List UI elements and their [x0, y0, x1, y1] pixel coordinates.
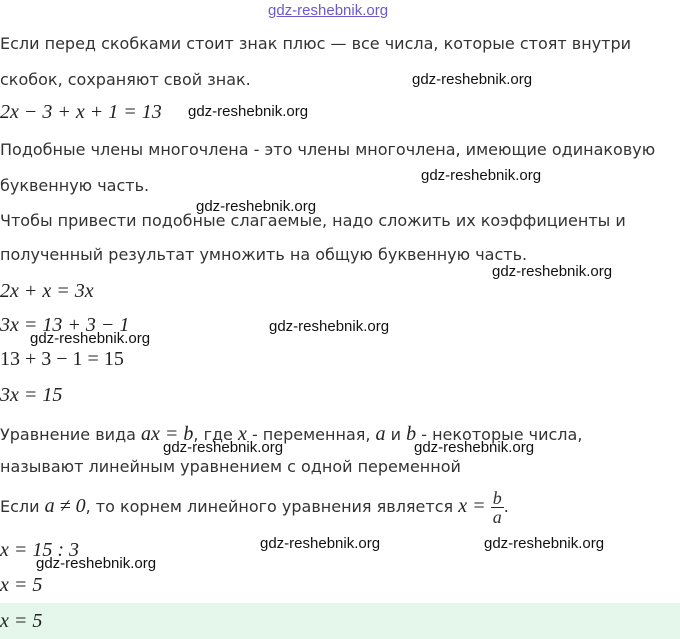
watermark: gdz-reshebnik.org	[196, 198, 317, 215]
math-x-eq: x =	[458, 495, 486, 517]
answer-highlight	[0, 603, 680, 639]
math-a-neq-0: a ≠ 0	[44, 495, 86, 517]
watermark: gdz-reshebnik.org	[412, 71, 533, 88]
watermark: gdz-reshebnik.org	[421, 167, 542, 184]
paragraph-3-line-1: Чтобы привести подобные слагаемые, надо сложить их коэффициенты и	[0, 211, 626, 230]
fraction-denominator: a	[492, 507, 502, 527]
math-x: x	[237, 423, 247, 445]
paragraph-5-text: Если	[0, 497, 45, 516]
equation-6: x = 15 : 3	[0, 539, 80, 561]
equation-3: 3x = 13 + 3 − 1	[0, 314, 130, 336]
watermark-top[interactable]: gdz-reshebnik.org	[268, 2, 389, 19]
equation-1: 2x − 3 + x + 1 = 13	[0, 101, 162, 123]
paragraph-3-line-2: полученный результат умножить на общую буквенную часть.	[0, 245, 528, 264]
paragraph-1-line-1: Если перед скобками стоит знак плюс — все числа, которые стоят внутри	[0, 34, 632, 53]
paragraph-5	[0, 489, 509, 526]
watermark: gdz-reshebnik.org	[188, 103, 309, 120]
paragraph-4-line-2: называют линейным уравнением с одной переменной	[0, 457, 461, 476]
watermark: gdz-reshebnik.org	[269, 318, 390, 335]
watermark: gdz-reshebnik.org	[492, 263, 613, 280]
math-b: b	[406, 423, 417, 445]
paragraph-5-text: .	[503, 497, 509, 516]
equation-5: 3x = 15	[0, 384, 63, 406]
equation-2: 2x + x = 3x	[0, 280, 94, 302]
fraction-numerator: b	[492, 488, 502, 508]
paragraph-2-line-2: буквенную часть.	[0, 176, 150, 195]
watermark: gdz-reshebnik.org	[260, 535, 381, 552]
paragraph-4-text: и	[385, 425, 407, 444]
watermark: gdz-reshebnik.org	[163, 439, 284, 456]
paragraph-4-text: , где	[193, 425, 238, 444]
math-a: a	[375, 423, 386, 445]
paragraph-4-text: Уравнение вида	[0, 425, 142, 444]
paragraph-4-text: - переменная,	[246, 425, 376, 444]
paragraph-2-line-1: Подобные члены многочлена - это члены многочлена, имеющие одинаковую	[0, 140, 656, 159]
math-ax-eq-b: ax = b	[141, 423, 194, 445]
paragraph-5-text: , то корнем линейного уравнения является	[85, 497, 459, 516]
paragraph-4-text: - некоторые числа,	[416, 425, 583, 444]
watermark: gdz-reshebnik.org	[484, 535, 605, 552]
equation-4: 13 + 3 − 1 = 15	[0, 348, 124, 370]
fraction-b-over-a	[491, 489, 504, 526]
equation-7: x = 5	[0, 574, 43, 596]
watermark: gdz-reshebnik.org	[30, 330, 151, 347]
watermark: gdz-reshebnik.org	[414, 439, 535, 456]
paragraph-1-line-2: скобок, сохраняют свой знак.	[0, 70, 251, 89]
answer-equation: x = 5	[0, 610, 43, 632]
watermark: gdz-reshebnik.org	[36, 555, 157, 572]
